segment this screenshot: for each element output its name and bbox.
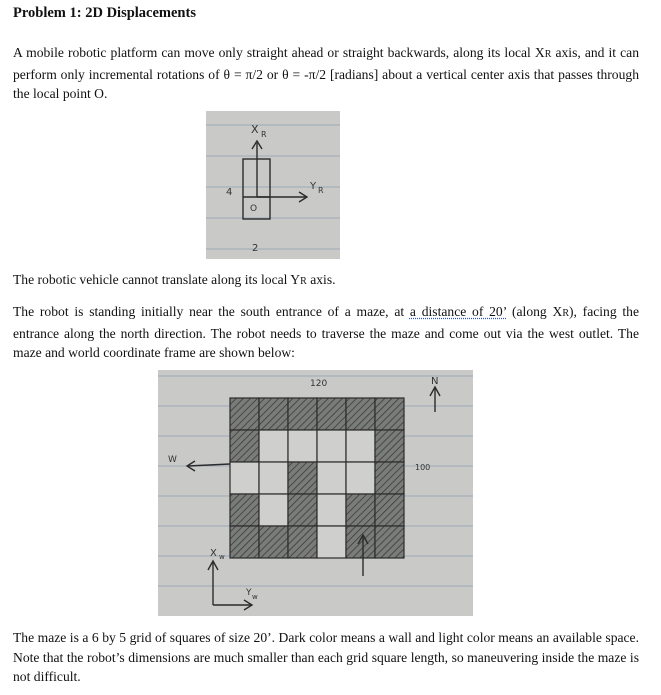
maze-width-label: 120 bbox=[310, 379, 328, 389]
maze-grid bbox=[230, 398, 404, 558]
maze-wall-cell bbox=[346, 494, 375, 526]
maze-open-cell bbox=[259, 494, 288, 526]
world-y-label: Y bbox=[246, 588, 252, 598]
constraint-text-a: The robotic vehicle cannot translate along its local Y bbox=[13, 272, 301, 287]
y-axis-label: Y bbox=[310, 181, 317, 192]
intro-subscript: R bbox=[544, 49, 552, 60]
length-label: 2 bbox=[252, 243, 259, 254]
constraint-subscript: R bbox=[300, 276, 307, 287]
maze-open-cell bbox=[230, 462, 259, 494]
maze-open-cell bbox=[259, 430, 288, 462]
y-axis-subscript: R bbox=[318, 186, 324, 195]
intro-paragraph bbox=[13, 43, 639, 104]
scenario-text-b: (along X bbox=[506, 304, 563, 319]
maze-wall-cell bbox=[288, 494, 317, 526]
maze-wall-cell bbox=[259, 526, 288, 558]
scenario-text-a: The robot is standing initially near the south entrance of a maze, at bbox=[13, 304, 410, 319]
intro-text-b: axis, and it can perform only incremental rotations of θ = π/2 or θ = -π/2 [radians] about a vertical center axis that passes through the local point O. bbox=[13, 45, 639, 101]
maze-description-paragraph: The maze is a 6 by 5 grid of squares of size 20’. Dark color means a wall and light color means an available space. Note that the robot’s dimensions are much smaller than each grid square length, so maneuvering inside the maze is not difficult. bbox=[13, 630, 639, 684]
maze-open-cell bbox=[317, 526, 346, 558]
maze-wall-cell bbox=[230, 494, 259, 526]
maze-wall-cell bbox=[375, 398, 404, 430]
maze-wall-cell bbox=[230, 430, 259, 462]
maze-wall-cell bbox=[317, 398, 346, 430]
maze-open-cell bbox=[346, 462, 375, 494]
paper-background bbox=[206, 111, 340, 259]
maze-wall-cell bbox=[288, 526, 317, 558]
maze-wall-cell bbox=[375, 526, 404, 558]
maze-open-cell bbox=[288, 430, 317, 462]
constraint-text-b: axis. bbox=[306, 272, 336, 287]
constraint-paragraph bbox=[13, 270, 639, 292]
maze-wall-cell bbox=[288, 462, 317, 494]
x-axis-subscript: R bbox=[261, 130, 267, 139]
maze-wall-cell bbox=[230, 398, 259, 430]
scenario-subscript: R bbox=[562, 308, 569, 319]
maze-wall-cell bbox=[288, 398, 317, 430]
maze-sketch-figure bbox=[158, 370, 473, 616]
maze-open-cell bbox=[317, 430, 346, 462]
maze-height-label: 100 bbox=[415, 463, 431, 472]
maze-wall-cell bbox=[375, 430, 404, 462]
problem-heading: Problem 1: 2D Displacements bbox=[13, 5, 196, 21]
maze-wall-cell bbox=[346, 398, 375, 430]
world-x-label: X bbox=[210, 548, 217, 559]
robot-sketch-figure bbox=[206, 111, 340, 259]
scenario-text-c: ), facing the entrance along the north direction. The robot needs to traverse the maze and come out via the west outlet. The maze and world coordinate frame are shown below: bbox=[13, 304, 640, 360]
west-label: W bbox=[168, 455, 177, 465]
origin-label: O bbox=[250, 204, 258, 214]
maze-open-cell bbox=[346, 430, 375, 462]
x-axis-label: X bbox=[251, 123, 259, 136]
maze-wall-cell bbox=[259, 398, 288, 430]
maze-wall-cell bbox=[375, 462, 404, 494]
maze-wall-cell bbox=[230, 526, 259, 558]
maze-open-cell bbox=[259, 462, 288, 494]
world-x-subscript: w bbox=[219, 553, 225, 561]
maze-wall-cell bbox=[375, 494, 404, 526]
world-y-subscript: w bbox=[252, 593, 258, 601]
scenario-paragraph bbox=[13, 302, 639, 363]
scenario-dotted-phrase: a distance of 20’ bbox=[409, 304, 507, 319]
maze-open-cell bbox=[317, 462, 346, 494]
intro-text-a: A mobile robotic platform can move only straight ahead or straight backwards, along its local X bbox=[13, 45, 545, 60]
width-label: 4 bbox=[226, 187, 233, 198]
north-label: N bbox=[431, 376, 439, 387]
maze-open-cell bbox=[317, 494, 346, 526]
maze-wall-cell bbox=[346, 526, 375, 558]
